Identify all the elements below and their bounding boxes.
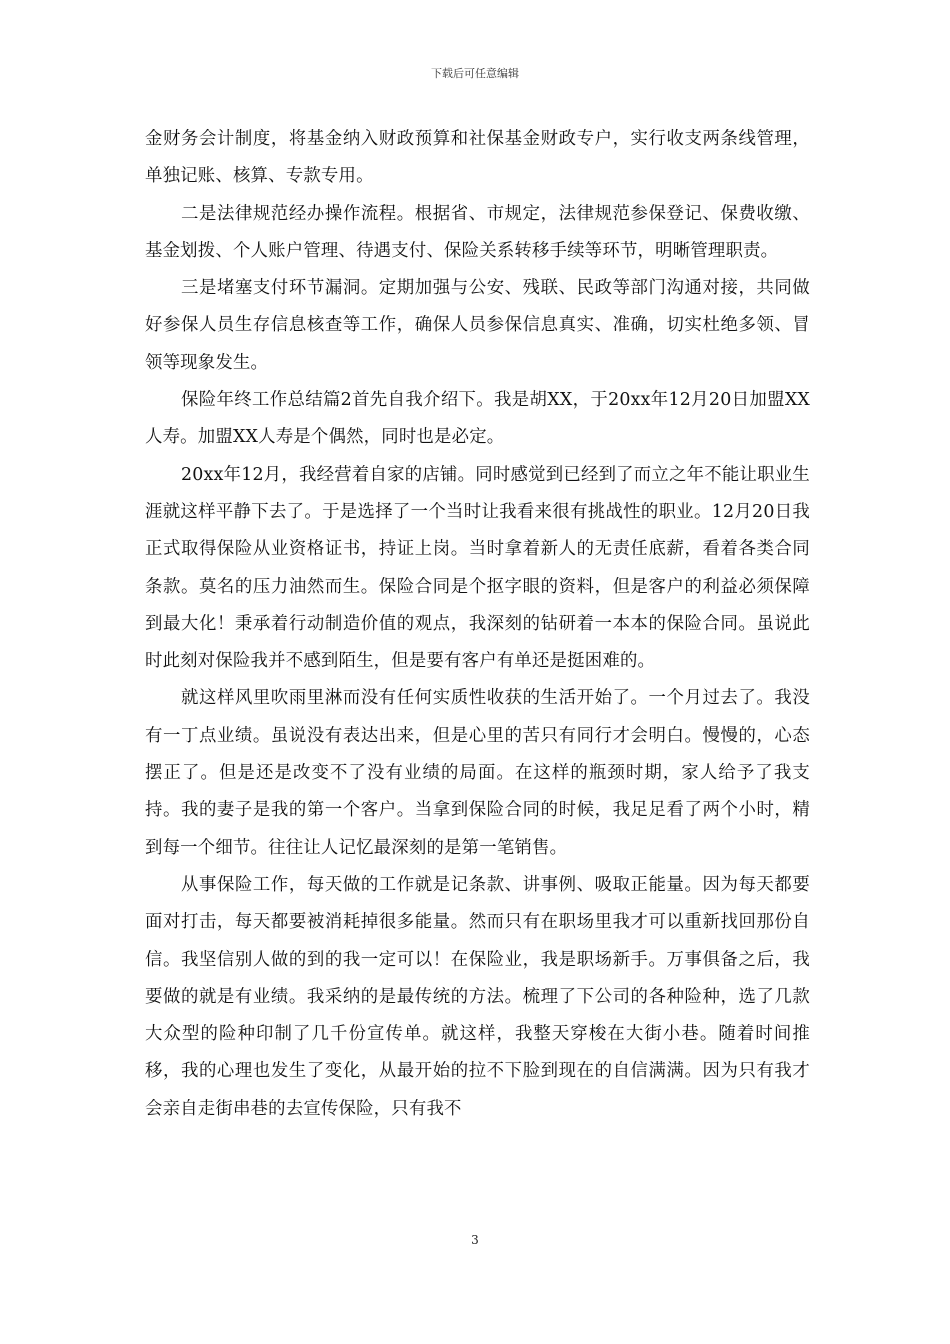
paragraph-4: 保险年终工作总结篇2首先自我介绍下。我是胡XX，于20xx年12月20日加盟XX人寿。加盟XX人寿是个偶然，同时也是必定。 [145, 390, 810, 448]
paragraph-7: 从事保险工作，每天做的工作就是记条款、讲事例、吸取正能量。因为每天都要面对打击，每天都要被消耗掉很多能量。然而只有在职场里我才可以重新找回那份自信。我坚信别人做的到的我一定可以！在保险业，我是职场新手。万事俱备之后，我要做的就是有业绩。我采纳的是最传统的方法。梳理了下公司的各种险种，选了几款大众型的险种印制了几千份宣传单。就这样，我整天穿梭在大街小巷。随着时间推移，我的心理也发生了变化，从最开始的拉不下脸到现在的自信满满。因为只有我才会亲自走街串巷的去宣传保险，只有我不 [145, 874, 810, 1119]
paragraph-6: 就这样风里吹雨里淋而没有任何实质性收获的生活开始了。一个月过去了。我没有一丁点业绩。虽说没有表达出来，但是心里的苦只有同行才会明白。慢慢的，心态摆正了。但是还是改变不了没有业绩的局面。在这样的瓶颈时期，家人给予了我支持。我的妻子是我的第一个客户。当拿到保险合同的时候，我足足看了两个小时，精到每一个细节。往往让人记忆最深刻的是第一笔销售。 [145, 688, 810, 858]
header-note: 下载后可任意编辑 [431, 67, 519, 80]
document-body [145, 121, 810, 1128]
paragraph-1: 金财务会计制度，将基金纳入财政预算和社保基金财政专户，实行收支两条线管理，单独记账、核算、专款专用。 [145, 129, 810, 187]
page-number: 3 [471, 1233, 479, 1247]
paragraph-2: 二是法律规范经办操作流程。根据省、市规定，法律规范参保登记、保费收缴、基金划拨、个人账户管理、待遇支付、保险关系转移手续等环节，明晰管理职责。 [145, 203, 810, 261]
paragraph-5: 20xx年12月，我经营着自家的店铺。同时感觉到已经到了而立之年不能让职业生涯就这样平静下去了。于是选择了一个当时让我看来很有挑战性的职业。12月20日我正式取得保险从业资格证书，持证上岗。当时拿着新人的无责任底薪，看着各类合同条款。莫名的压力油然而生。保险合同是个抠字眼的资料，但是客户的利益必须保障到最大化！秉承着行动制造价值的观点，我深刻的钻研着一本本的保险合同。虽说此时此刻对保险我并不感到陌生，但是要有客户有单还是挺困难的。 [145, 464, 810, 672]
paragraph-3: 三是堵塞支付环节漏洞。定期加强与公安、残联、民政等部门沟通对接，共同做好参保人员生存信息核查等工作，确保人员参保信息真实、准确，切实杜绝多领、冒领等现象发生。 [145, 278, 810, 373]
